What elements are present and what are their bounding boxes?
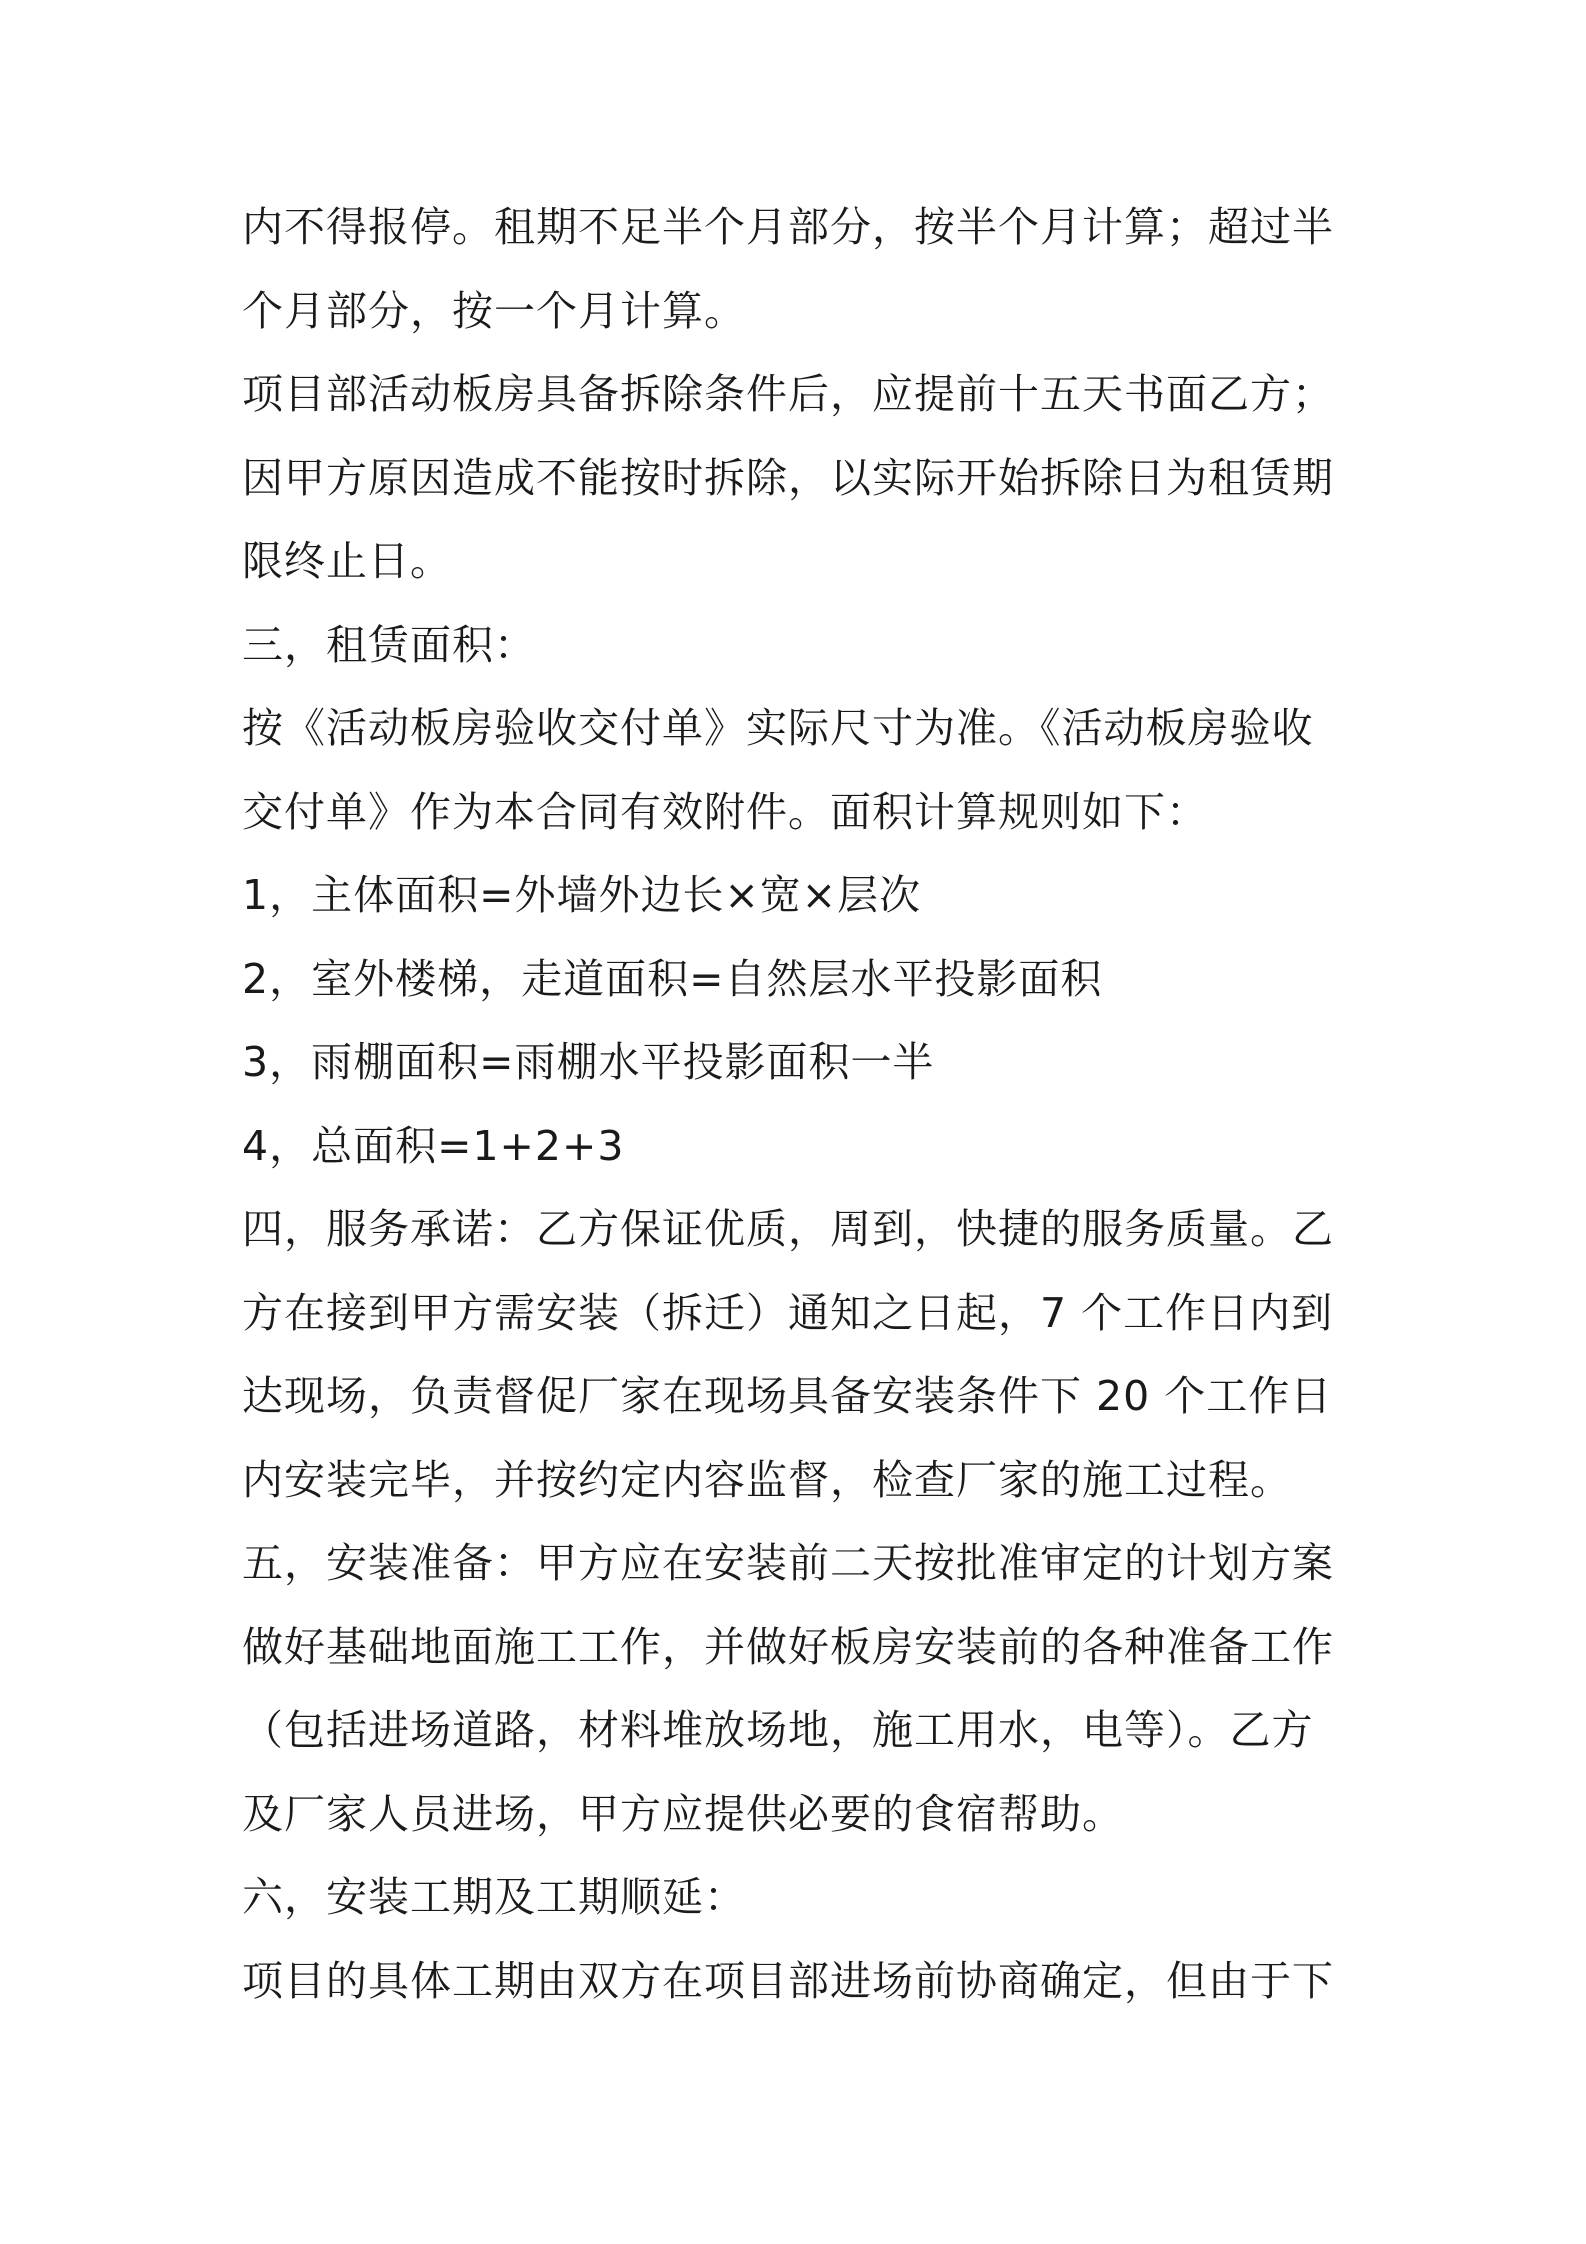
text-line: 及厂家人员进场，甲方应提供必要的食宿帮助。 — [242, 1789, 1124, 1838]
section-heading-5: 五，安装准备：甲方应在安装前二天按批准审定的计划方案 — [242, 1539, 1334, 1587]
text-line: （包括进场道路，材料堆放场地，施工用水，电等）。乙方 — [242, 1706, 1314, 1754]
text-line: 项目部活动板房具备拆除条件后，应提前十五天书面乙方； — [242, 370, 1334, 418]
list-item: 3，雨棚面积=雨棚水平投影面积一半 — [242, 1038, 935, 1086]
section-heading-4: 四，服务承诺：乙方保证优质，周到，快捷的服务质量。乙 — [242, 1205, 1334, 1253]
text-line: 因甲方原因造成不能按时拆除，以实际开始拆除日为租赁期 — [242, 453, 1334, 502]
text-line: 内不得报停。租期不足半个月部分，按半个月计算；超过半 — [242, 203, 1334, 251]
text-line: 项目的具体工期由双方在项目部进场前协商确定，但由于下 — [242, 1956, 1334, 2005]
contract-text — [242, 186, 1362, 2023]
section-heading-6: 六，安装工期及工期顺延： — [242, 1873, 746, 1921]
text-line: 达现场，负责督促厂家在现场具备安装条件下 20 个工作日 — [242, 1372, 1333, 1420]
text-line: 个月部分，按一个月计算。 — [242, 286, 746, 335]
text-line: 内安装完毕，并按约定内容监督，检查厂家的施工过程。 — [242, 1455, 1292, 1504]
section-heading-3: 三，租赁面积： — [242, 620, 536, 669]
list-item: 1，主体面积=外墙外边长×宽×层次 — [242, 871, 922, 919]
list-item: 4，总面积=1+2+3 — [242, 1121, 625, 1170]
list-item: 2，室外楼梯，走道面积=自然层水平投影面积 — [242, 954, 1103, 1003]
text-line: 按《活动板房验收交付单》实际尺寸为准。《活动板房验收 — [242, 704, 1314, 752]
text-line: 限终止日。 — [242, 537, 452, 585]
text-line: 做好基础地面施工工作，并做好板房安装前的各种准备工作 — [242, 1622, 1334, 1671]
text-line: 方在接到甲方需安装（拆迁）通知之日起，7 个工作日内到 — [242, 1288, 1334, 1337]
text-line: 交付单》作为本合同有效附件。面积计算规则如下： — [242, 787, 1208, 836]
